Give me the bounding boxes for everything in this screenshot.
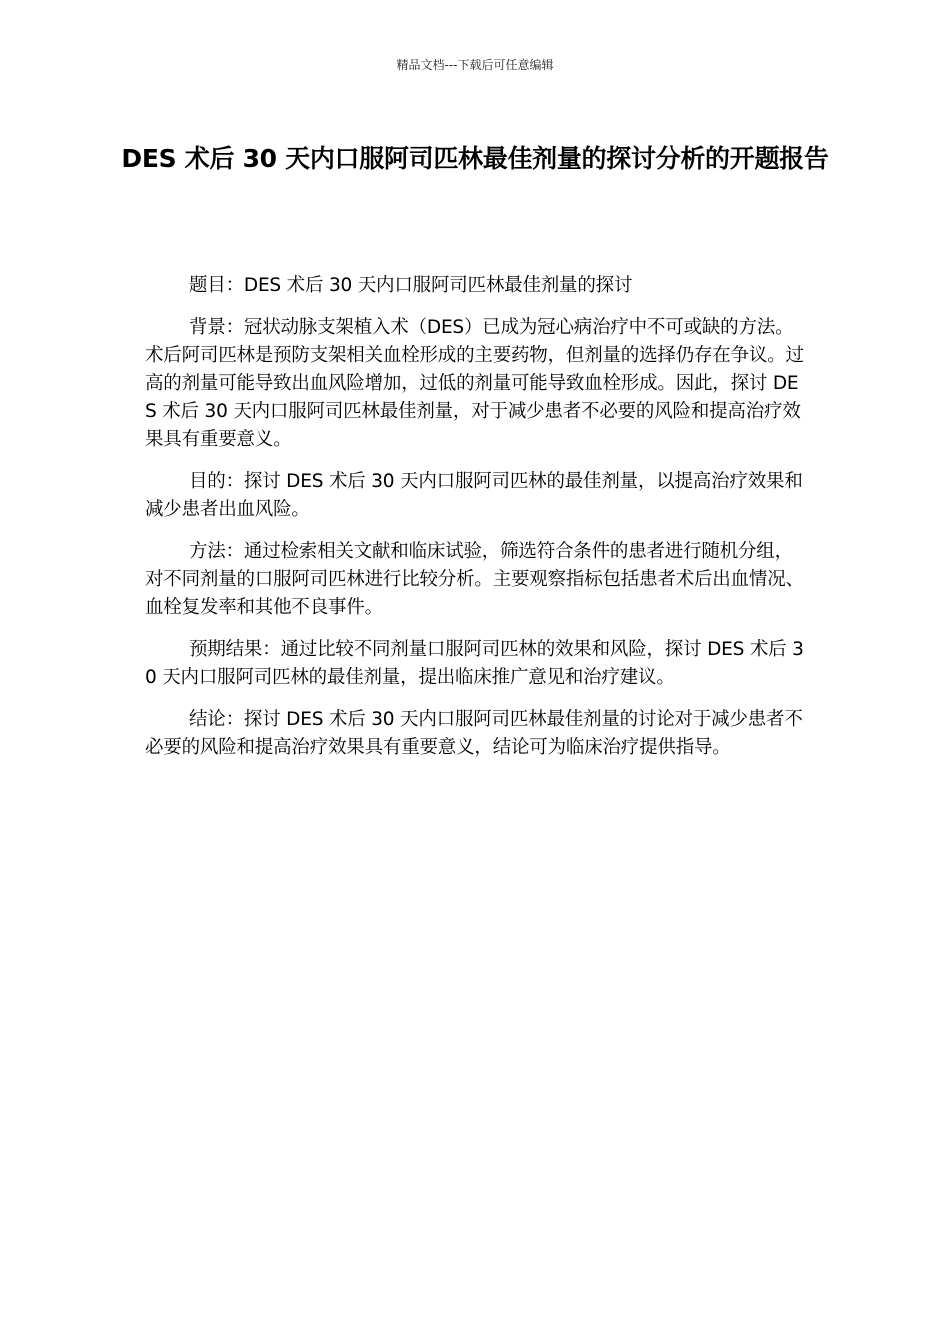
paragraph-conclusion: 结论：探讨 DES 术后 30 天内口服阿司匹林最佳剂量的讨论对于减少患者不必要的风险和提高治疗效果具有重要意义，结论可为临床治疗提供指导。 bbox=[145, 709, 803, 758]
page-header-note: 精品文档---下载后可任意编辑 bbox=[396, 58, 554, 72]
paragraph-expected-result: 预期结果：通过比较不同剂量口服阿司匹林的效果和风险，探讨 DES 术后 30 天内口服阿司匹林的最佳剂量，提出临床推广意见和治疗建议。 bbox=[145, 639, 804, 688]
document-title: DES 术后 30 天内口服阿司匹林最佳剂量的探讨分析的开题报告 bbox=[121, 144, 829, 173]
paragraph-method: 方法：通过检索相关文献和临床试验，筛选符合条件的患者进行随机分组，对不同剂量的口服阿司匹林进行比较分析。主要观察指标包括患者术后出血情况、血栓复发率和其他不良事件。 bbox=[145, 541, 804, 618]
paragraph-background: 背景：冠状动脉支架植入术（DES）已成为冠心病治疗中不可或缺的方法。术后阿司匹林是预防支架相关血栓形成的主要药物，但剂量的选择仍存在争议。过高的剂量可能导致出血风险增加，过低的剂量可能导致血栓形成。因此，探讨 DES 术后 30 天内口服阿司匹林最佳剂量，对于减少患者不必要的风险和提高治疗效果具有重要意义。 bbox=[145, 317, 804, 450]
paragraph-objective: 目的：探讨 DES 术后 30 天内口服阿司匹林的最佳剂量，以提高治疗效果和减少患者出血风险。 bbox=[145, 471, 803, 520]
document-body bbox=[145, 272, 807, 776]
paragraph-topic: 题目：DES 术后 30 天内口服阿司匹林最佳剂量的探讨 bbox=[189, 275, 633, 296]
